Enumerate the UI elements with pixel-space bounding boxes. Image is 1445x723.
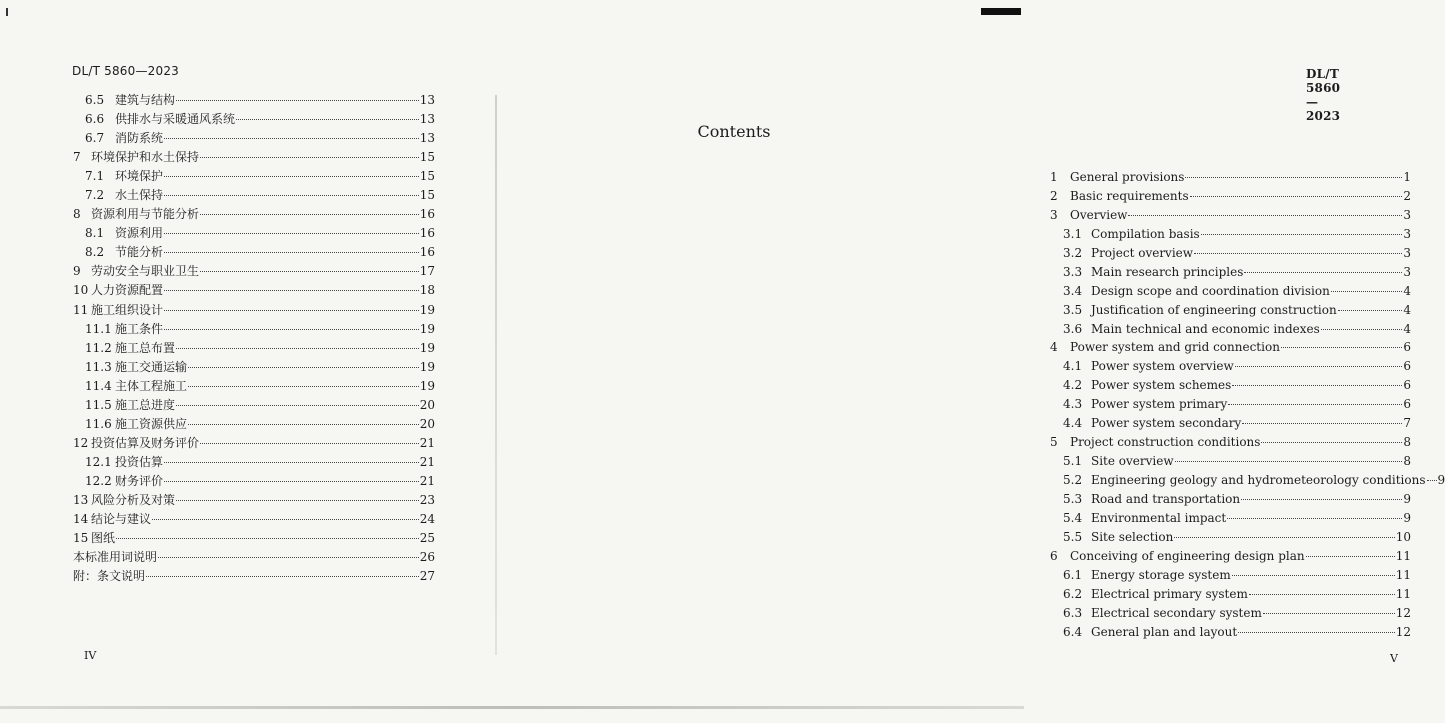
dot-leader <box>1427 480 1437 481</box>
toc-entry-title: 供排水与采暖通风系统 <box>115 112 236 127</box>
left-toc-list <box>73 91 435 586</box>
toc-entry-title: Power system schemes <box>1091 378 1232 393</box>
toc-entry-number: 1 <box>1050 170 1058 184</box>
toc-entry-page: 20 <box>419 397 435 412</box>
toc-entry-title: Design scope and coordination division <box>1091 283 1330 298</box>
toc-entry-page: 11 <box>1395 586 1411 601</box>
toc-entry-page: 20 <box>419 416 435 431</box>
toc-entry-number: 3 <box>1050 207 1058 222</box>
toc-entry-number: 6.4 <box>1063 624 1083 639</box>
toc-entry-number: 7.2 <box>85 188 105 203</box>
toc-entry <box>1050 528 1411 547</box>
toc-entry-title: 主体工程施工 <box>115 378 188 393</box>
toc-entry-title: 图纸 <box>91 531 116 546</box>
dot-leader <box>1190 196 1403 197</box>
toc-entry-title: Justification of engineering construction <box>1091 302 1337 317</box>
dot-leader <box>164 329 419 330</box>
scan-bottom-edge <box>0 706 1024 709</box>
toc-entry-page: 19 <box>419 321 435 336</box>
toc-entry-page: 19 <box>419 302 435 317</box>
toc-entry-title: 施工交通运输 <box>115 359 188 374</box>
toc-entry-title: 风险分析及对策 <box>91 492 176 507</box>
toc-entry-title: Power system and grid connection <box>1070 340 1280 355</box>
toc-entry <box>73 301 435 320</box>
toc-entry-number: 11.4 <box>85 378 112 393</box>
toc-entry-title: Project construction conditions <box>1070 435 1261 450</box>
toc-entry <box>1050 623 1411 642</box>
toc-entry <box>1050 320 1411 339</box>
dot-leader <box>188 367 419 368</box>
toc-entry-title: 水土保持 <box>115 188 164 203</box>
toc-entry-number: 6.5 <box>85 93 105 107</box>
toc-entry <box>73 339 435 358</box>
toc-entry-number: 7.1 <box>85 169 105 184</box>
toc-entry-page: 21 <box>419 454 435 469</box>
toc-entry-page: 12 <box>1395 605 1411 620</box>
toc-entry-page: 13 <box>419 112 435 127</box>
toc-entry-number: 6.3 <box>1063 605 1083 620</box>
dot-leader <box>1249 594 1395 595</box>
toc-entry-page: 11 <box>1395 548 1411 563</box>
dot-leader <box>1227 518 1402 519</box>
right-toc-list <box>1050 168 1445 641</box>
toc-entry-number: 4 <box>1050 340 1058 355</box>
dot-leader <box>200 157 419 158</box>
toc-entry-title: 环境保护和水土保持 <box>91 150 200 165</box>
toc-entry-number: 5.3 <box>1063 491 1083 506</box>
dot-leader <box>164 195 419 196</box>
toc-entry-title: Site overview <box>1091 454 1174 469</box>
dot-leader <box>1128 215 1402 216</box>
dot-leader <box>1263 613 1395 614</box>
dot-leader <box>1232 575 1395 576</box>
toc-entry <box>73 567 435 586</box>
toc-entry <box>1050 414 1411 433</box>
toc-entry-page: 1 <box>1403 170 1411 184</box>
toc-entry-page: 6 <box>1403 397 1411 412</box>
toc-entry-number: 3.4 <box>1063 283 1083 298</box>
dot-leader <box>164 290 419 291</box>
toc-entry-title: 施工总进度 <box>115 397 176 412</box>
toc-entry <box>1050 338 1411 357</box>
toc-entry-page: 25 <box>419 531 435 546</box>
dot-leader <box>158 557 419 558</box>
toc-entry-number: 2 <box>1050 188 1058 203</box>
toc-entry <box>1050 263 1411 282</box>
toc-entry-number: 7 <box>73 150 81 165</box>
dot-leader <box>236 119 419 120</box>
toc-entry-page: 6 <box>1403 340 1411 355</box>
toc-entry-number: 11 <box>73 302 89 317</box>
left-page <box>0 0 497 723</box>
toc-entry-title: 结论与建议 <box>91 512 152 527</box>
right-page-header: DL/T 5860—2023 <box>1306 67 1341 123</box>
toc-entry-title: 节能分析 <box>115 245 164 260</box>
toc-entry-title: 资源利用 <box>115 226 164 241</box>
toc-entry-title: Compilation basis <box>1091 226 1200 241</box>
toc-entry-title: 消防系统 <box>115 131 164 146</box>
toc-entry-number: 3.6 <box>1063 321 1083 336</box>
toc-entry <box>1050 168 1411 187</box>
toc-entry-title: 建筑与结构 <box>115 93 176 107</box>
toc-entry-number: 3.1 <box>1063 226 1083 241</box>
toc-entry-page: 13 <box>419 93 435 107</box>
book-gutter <box>495 95 497 655</box>
toc-entry-page: 11 <box>1395 567 1411 582</box>
left-page-number: IV <box>84 649 97 662</box>
toc-entry-number: 11.1 <box>85 321 112 336</box>
toc-entry-title: Electrical secondary system <box>1091 605 1262 620</box>
toc-entry <box>1050 244 1411 263</box>
toc-entry-title: 附：条文说明 <box>73 569 146 584</box>
toc-entry-number: 5 <box>1050 435 1058 450</box>
toc-entry-title: 施工资源供应 <box>115 416 188 431</box>
dot-leader <box>164 176 419 177</box>
toc-entry <box>73 320 435 339</box>
toc-entry-number: 12 <box>73 435 89 450</box>
toc-entry <box>73 148 435 167</box>
dot-leader <box>188 424 419 425</box>
toc-entry-number: 11.3 <box>85 359 112 374</box>
toc-entry-number: 5.2 <box>1063 473 1083 487</box>
dot-leader <box>1242 423 1402 424</box>
toc-entry <box>73 510 435 529</box>
toc-entry-title: 劳动安全与职业卫生 <box>91 264 200 279</box>
toc-entry <box>1050 376 1411 395</box>
toc-entry-page: 15 <box>419 169 435 184</box>
toc-entry-title: Power system overview <box>1091 359 1234 374</box>
toc-entry-page: 4 <box>1403 283 1411 298</box>
toc-entry-title: Environmental impact <box>1091 510 1227 525</box>
toc-entry <box>1050 187 1411 206</box>
toc-entry-title: General plan and layout <box>1091 624 1238 639</box>
toc-entry-number: 4.1 <box>1063 359 1083 374</box>
toc-entry-number: 8 <box>73 207 81 222</box>
toc-entry-page: 19 <box>419 340 435 355</box>
toc-entry-number: 6.2 <box>1063 586 1083 601</box>
toc-entry-number: 11.6 <box>85 416 112 431</box>
toc-entry-page: 13 <box>419 131 435 146</box>
toc-entry-number: 5.4 <box>1063 510 1083 525</box>
toc-entry-title: Energy storage system <box>1091 567 1231 582</box>
toc-entry-title: Project overview <box>1091 245 1194 260</box>
toc-entry <box>73 472 435 491</box>
toc-entry <box>73 129 435 148</box>
dot-leader <box>164 481 419 482</box>
toc-entry-page: 12 <box>1395 624 1411 639</box>
toc-entry-page: 21 <box>419 435 435 450</box>
toc-entry-page: 3 <box>1403 207 1411 222</box>
dot-leader <box>152 519 419 520</box>
toc-entry-page: 3 <box>1403 226 1411 241</box>
toc-entry-title: Conceiving of engineering design plan <box>1070 548 1305 563</box>
toc-entry <box>73 548 435 567</box>
toc-entry-number: 3.3 <box>1063 264 1083 279</box>
dot-leader <box>1338 310 1403 311</box>
toc-entry-title: Main research principles <box>1091 264 1244 279</box>
toc-entry-title: 人力资源配置 <box>91 283 164 298</box>
toc-entry-page: 6 <box>1403 378 1411 393</box>
dot-leader <box>164 310 419 311</box>
toc-entry-title: Road and transportation <box>1091 491 1241 506</box>
dot-leader <box>1174 537 1394 538</box>
toc-entry-page: 3 <box>1403 264 1411 279</box>
toc-entry-number: 15 <box>73 531 89 546</box>
dot-leader <box>176 348 419 349</box>
toc-entry-page: 9 <box>1437 473 1445 487</box>
dot-leader <box>1232 385 1402 386</box>
toc-entry-page: 9 <box>1403 491 1411 506</box>
dot-leader <box>200 271 419 272</box>
toc-entry-number: 4.3 <box>1063 397 1083 412</box>
toc-entry-page: 19 <box>419 378 435 393</box>
toc-entry <box>73 434 435 453</box>
dot-leader <box>164 233 419 234</box>
dot-leader <box>1261 442 1402 443</box>
dot-leader <box>1331 291 1403 292</box>
toc-entry-page: 4 <box>1403 321 1411 336</box>
toc-entry-page: 8 <box>1403 435 1411 450</box>
toc-entry <box>73 262 435 281</box>
toc-entry-number: 6.1 <box>1063 567 1083 582</box>
toc-entry-page: 24 <box>419 512 435 527</box>
toc-entry-title: Power system primary <box>1091 397 1228 412</box>
toc-entry-page: 21 <box>419 473 435 488</box>
toc-entry-title: Electrical primary system <box>1091 586 1248 601</box>
toc-entry-title: 环境保护 <box>115 169 164 184</box>
dot-leader <box>1201 234 1403 235</box>
dot-leader <box>188 386 419 387</box>
toc-entry <box>1050 282 1411 301</box>
toc-entry-page: 17 <box>419 264 435 279</box>
toc-entry-page: 26 <box>419 550 435 565</box>
toc-entry-title: Overview <box>1070 207 1128 222</box>
dot-leader <box>1228 404 1402 405</box>
toc-entry-number: 6.6 <box>85 112 105 127</box>
toc-entry <box>73 205 435 224</box>
toc-entry-title: Site selection <box>1091 529 1174 544</box>
dot-leader <box>1281 347 1402 348</box>
toc-entry-page: 9 <box>1403 510 1411 525</box>
toc-entry-page: 7 <box>1403 416 1411 431</box>
toc-entry-title: 本标准用词说明 <box>73 550 158 565</box>
toc-entry-page: 2 <box>1403 188 1411 203</box>
toc-entry-title: 财务评价 <box>115 473 164 488</box>
toc-entry <box>1050 566 1411 585</box>
dot-leader <box>200 214 419 215</box>
dot-leader <box>1235 366 1403 367</box>
toc-entry-title: 投资估算 <box>115 454 164 469</box>
toc-entry-page: 16 <box>419 226 435 241</box>
toc-entry-page: 4 <box>1403 302 1411 317</box>
dot-leader <box>1194 253 1402 254</box>
toc-entry <box>73 281 435 300</box>
toc-entry-title: 投资估算及财务评价 <box>91 435 200 450</box>
toc-entry <box>73 186 435 205</box>
toc-entry <box>1050 357 1411 376</box>
toc-entry-page: 27 <box>419 569 435 584</box>
toc-entry-number: 10 <box>73 283 89 298</box>
toc-entry-number: 9 <box>73 264 81 279</box>
dot-leader <box>1238 632 1395 633</box>
toc-entry <box>73 491 435 510</box>
toc-entry-number: 8.1 <box>85 226 105 241</box>
dot-leader <box>176 100 419 101</box>
toc-entry-page: 16 <box>419 207 435 222</box>
toc-entry <box>1050 452 1411 471</box>
toc-entry <box>73 396 435 415</box>
toc-entry-title: Main technical and economic indexes <box>1091 321 1320 336</box>
toc-entry-title: 施工总布置 <box>115 340 176 355</box>
toc-entry-page: 18 <box>419 283 435 298</box>
toc-entry <box>73 415 435 434</box>
toc-entry-page: 15 <box>419 188 435 203</box>
toc-entry <box>73 377 435 396</box>
toc-entry <box>1050 585 1411 604</box>
toc-entry <box>1050 206 1411 225</box>
toc-entry <box>1050 547 1411 566</box>
toc-entry <box>1050 433 1411 452</box>
toc-entry-title: 施工条件 <box>115 321 164 336</box>
dot-leader <box>1321 329 1403 330</box>
toc-entry-number: 8.2 <box>85 245 105 260</box>
toc-entry-page: 16 <box>419 245 435 260</box>
dot-leader <box>164 252 419 253</box>
toc-entry-page: 19 <box>419 359 435 374</box>
dot-leader <box>164 138 419 139</box>
dot-leader <box>146 576 419 577</box>
toc-entry-page: 8 <box>1403 454 1411 469</box>
dot-leader <box>1244 272 1402 273</box>
toc-entry-number: 3.5 <box>1063 302 1083 317</box>
toc-entry <box>1050 471 1445 490</box>
toc-entry <box>73 243 435 262</box>
toc-entry-number: 5.1 <box>1063 454 1083 469</box>
toc-entry <box>73 224 435 243</box>
toc-entry <box>73 91 435 110</box>
toc-entry <box>1050 604 1411 623</box>
toc-entry-number: 6 <box>1050 548 1058 563</box>
dot-leader <box>1241 499 1402 500</box>
toc-entry-number: 11.2 <box>85 340 112 355</box>
dot-leader <box>200 443 419 444</box>
toc-entry <box>1050 225 1411 244</box>
toc-entry-number: 12.2 <box>85 473 112 488</box>
toc-entry-title: General provisions <box>1070 170 1185 184</box>
toc-entry <box>1050 509 1411 528</box>
toc-entry <box>73 110 435 129</box>
dot-leader <box>116 538 419 539</box>
toc-entry-page: 23 <box>419 492 435 507</box>
toc-entry-number: 6.7 <box>85 131 105 146</box>
toc-entry-title: 施工组织设计 <box>91 302 164 317</box>
dot-leader <box>176 500 419 501</box>
toc-entry <box>1050 395 1411 414</box>
toc-entry-title: Basic requirements <box>1070 188 1189 203</box>
toc-entry-page: 10 <box>1395 529 1411 544</box>
right-page <box>499 0 1445 723</box>
toc-entry-number: 4.4 <box>1063 416 1083 431</box>
dot-leader <box>1306 556 1395 557</box>
dot-leader <box>1185 177 1402 178</box>
toc-entry <box>1050 490 1411 509</box>
contents-title: Contents <box>697 122 771 141</box>
toc-entry-title: 资源利用与节能分析 <box>91 207 200 222</box>
toc-entry <box>73 529 435 548</box>
toc-entry-page: 3 <box>1403 245 1411 260</box>
toc-entry-number: 4.2 <box>1063 378 1083 393</box>
toc-entry-page: 6 <box>1403 359 1411 374</box>
toc-entry-number: 13 <box>73 492 89 507</box>
dot-leader <box>176 405 419 406</box>
toc-entry-title: Engineering geology and hydrometeorology conditions <box>1091 473 1426 487</box>
toc-entry-page: 15 <box>419 150 435 165</box>
left-page-header: DL/T 5860—2023 <box>72 64 179 78</box>
dot-leader <box>1175 461 1403 462</box>
toc-entry <box>73 358 435 377</box>
toc-entry <box>73 453 435 472</box>
toc-entry-number: 11.5 <box>85 397 112 412</box>
toc-entry-title: Power system secondary <box>1091 416 1242 431</box>
right-page-number: V <box>1390 652 1398 665</box>
dot-leader <box>164 462 419 463</box>
toc-entry-number: 5.5 <box>1063 529 1083 544</box>
toc-entry-number: 14 <box>73 512 89 527</box>
toc-entry-number: 12.1 <box>85 454 112 469</box>
toc-entry-number: 3.2 <box>1063 245 1083 260</box>
toc-entry <box>73 167 435 186</box>
toc-entry <box>1050 301 1411 320</box>
